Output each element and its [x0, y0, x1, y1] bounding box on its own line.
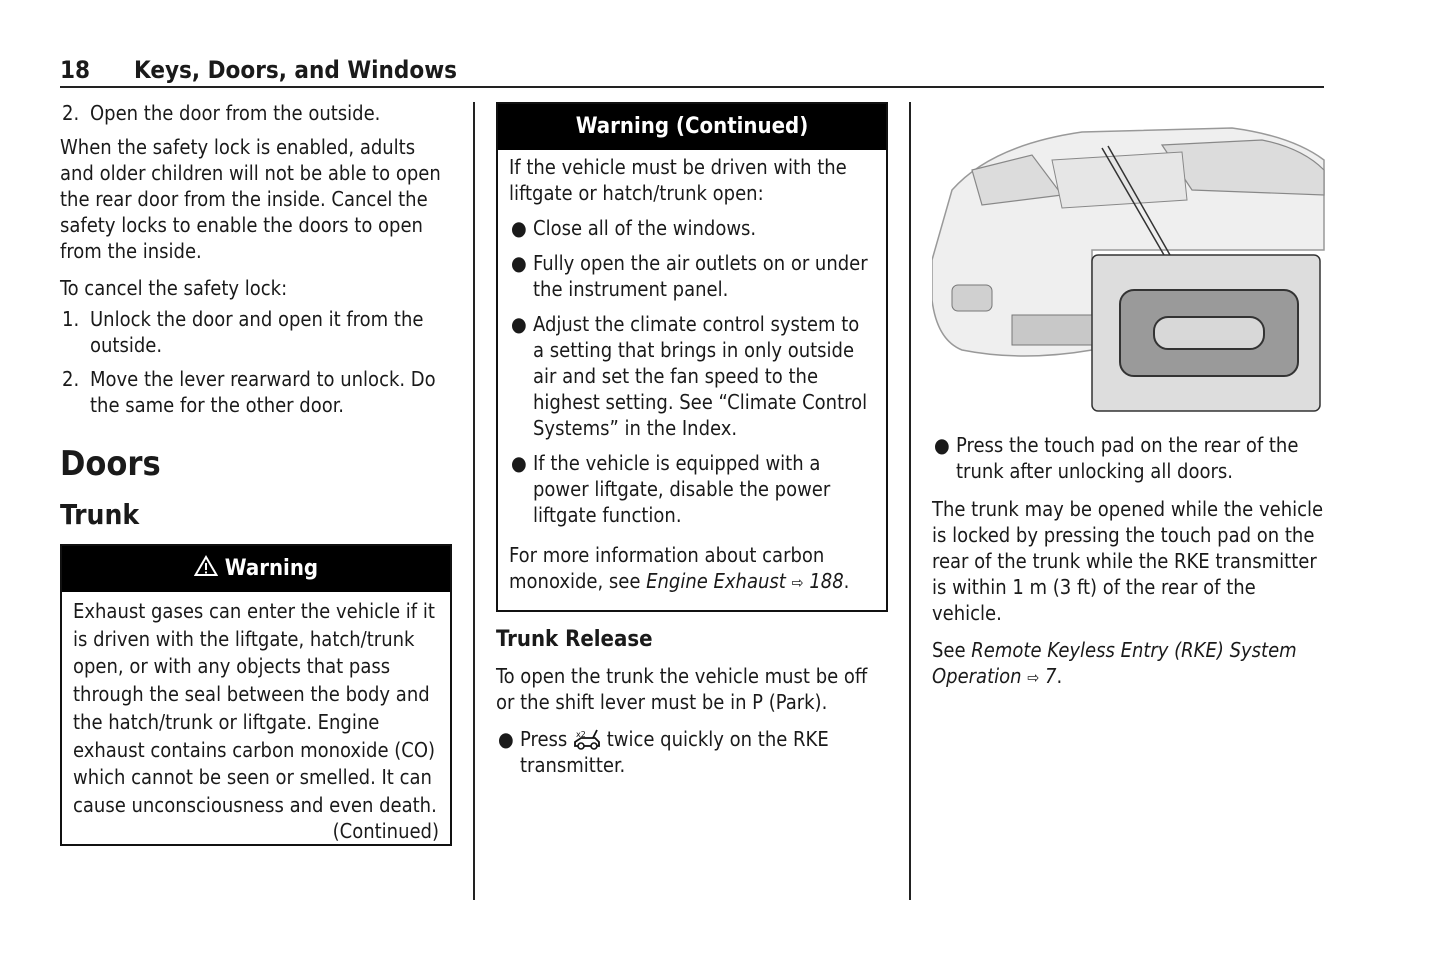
list-item: ● Press the touch pad on the rear of the trunk after unlocking all doors.: [934, 433, 1299, 483]
trunk-release-x2-icon: [573, 727, 607, 751]
column-right: [932, 100, 1328, 702]
column-divider: [909, 102, 911, 900]
locked-paragraph: The trunk may be opened while the vehicle is locked by pressing the touch pad on the rear of the trunk while the RKE transmitter is within 1 m (3 ft) of the rear of the vehicle.: [932, 497, 1324, 625]
list-item: ● Press x2 twice quickly on the RKE transmitter.: [498, 727, 829, 777]
column-middle: [496, 102, 888, 787]
numbered-step: 2. Move the lever rearward to unlock. Do the same for the other door.: [62, 367, 436, 417]
column-divider: [473, 102, 475, 900]
list-item: ● If the vehicle is equipped with a power liftgate, disable the power liftgate function.: [511, 451, 831, 527]
numbered-step: 1. Unlock the door and open it from the outside.: [62, 307, 424, 357]
page-ref-arrow-icon: ⇨: [1027, 668, 1040, 687]
numbered-step: 2. Open the door from the outside.: [62, 101, 381, 125]
trunk-heading: Trunk: [60, 498, 140, 531]
warning-continued-box: [496, 102, 888, 612]
see-reference-paragraph: See Remote Keyless Entry (RKE) System Operation ⇨ 7.: [932, 638, 1297, 688]
page-header: [60, 52, 1324, 88]
column-left: [60, 100, 452, 846]
safety-lock-paragraph: When the safety lock is enabled, adults and older children will not be able to open the rear door from the inside. Cancel the safety locks to enable the doors to open from the inside.: [60, 135, 441, 263]
continued-label: (Continued): [332, 818, 439, 843]
warning-body: Exhaust gases can enter the vehicle if it is driven with the liftgate, hatch/trunk open, or with any objects that pass through the seal between the body and the hatch/trunk or liftgate. Engine exhaust contains carbon monoxide (CO) which cannot be seen or smelled. It can cause unconsciousness and even death.: [73, 599, 437, 817]
warning-continued-title: Warning (Continued): [498, 104, 886, 150]
warning-title: Warning: [224, 556, 319, 581]
list-item: ● Adjust the climate control system to a setting that brings in only outside air and set the fan speed to the highest setting. See “Climate Control Systems” in the Index.: [511, 312, 868, 440]
warning-box: [60, 544, 452, 846]
trunk-touch-pad-illustration: [932, 100, 1328, 418]
doors-heading: Doors: [60, 444, 161, 484]
trunk-release-paragraph: To open the trunk the vehicle must be off or the shift lever must be in P (Park).: [496, 664, 868, 714]
more-info-paragraph: For more information about carbon monoxide, see Engine Exhaust ⇨ 188.: [509, 543, 850, 593]
warning-intro: If the vehicle must be driven with the liftgate or hatch/trunk open:: [509, 155, 847, 205]
svg-text:x2: x2: [576, 730, 586, 739]
cancel-intro: To cancel the safety lock:: [60, 276, 288, 300]
list-item: ● Close all of the windows.: [511, 216, 757, 240]
warning-triangle-icon: [194, 556, 225, 581]
page-number: 18: [60, 56, 91, 84]
trunk-release-heading: Trunk Release: [496, 627, 653, 652]
warning-title-bar: [62, 546, 450, 592]
page-ref-arrow-icon: ⇨: [791, 573, 804, 592]
section-title: Keys, Doors, and Windows: [134, 56, 458, 84]
list-item: ● Fully open the air outlets on or under the instrument panel.: [511, 251, 868, 301]
